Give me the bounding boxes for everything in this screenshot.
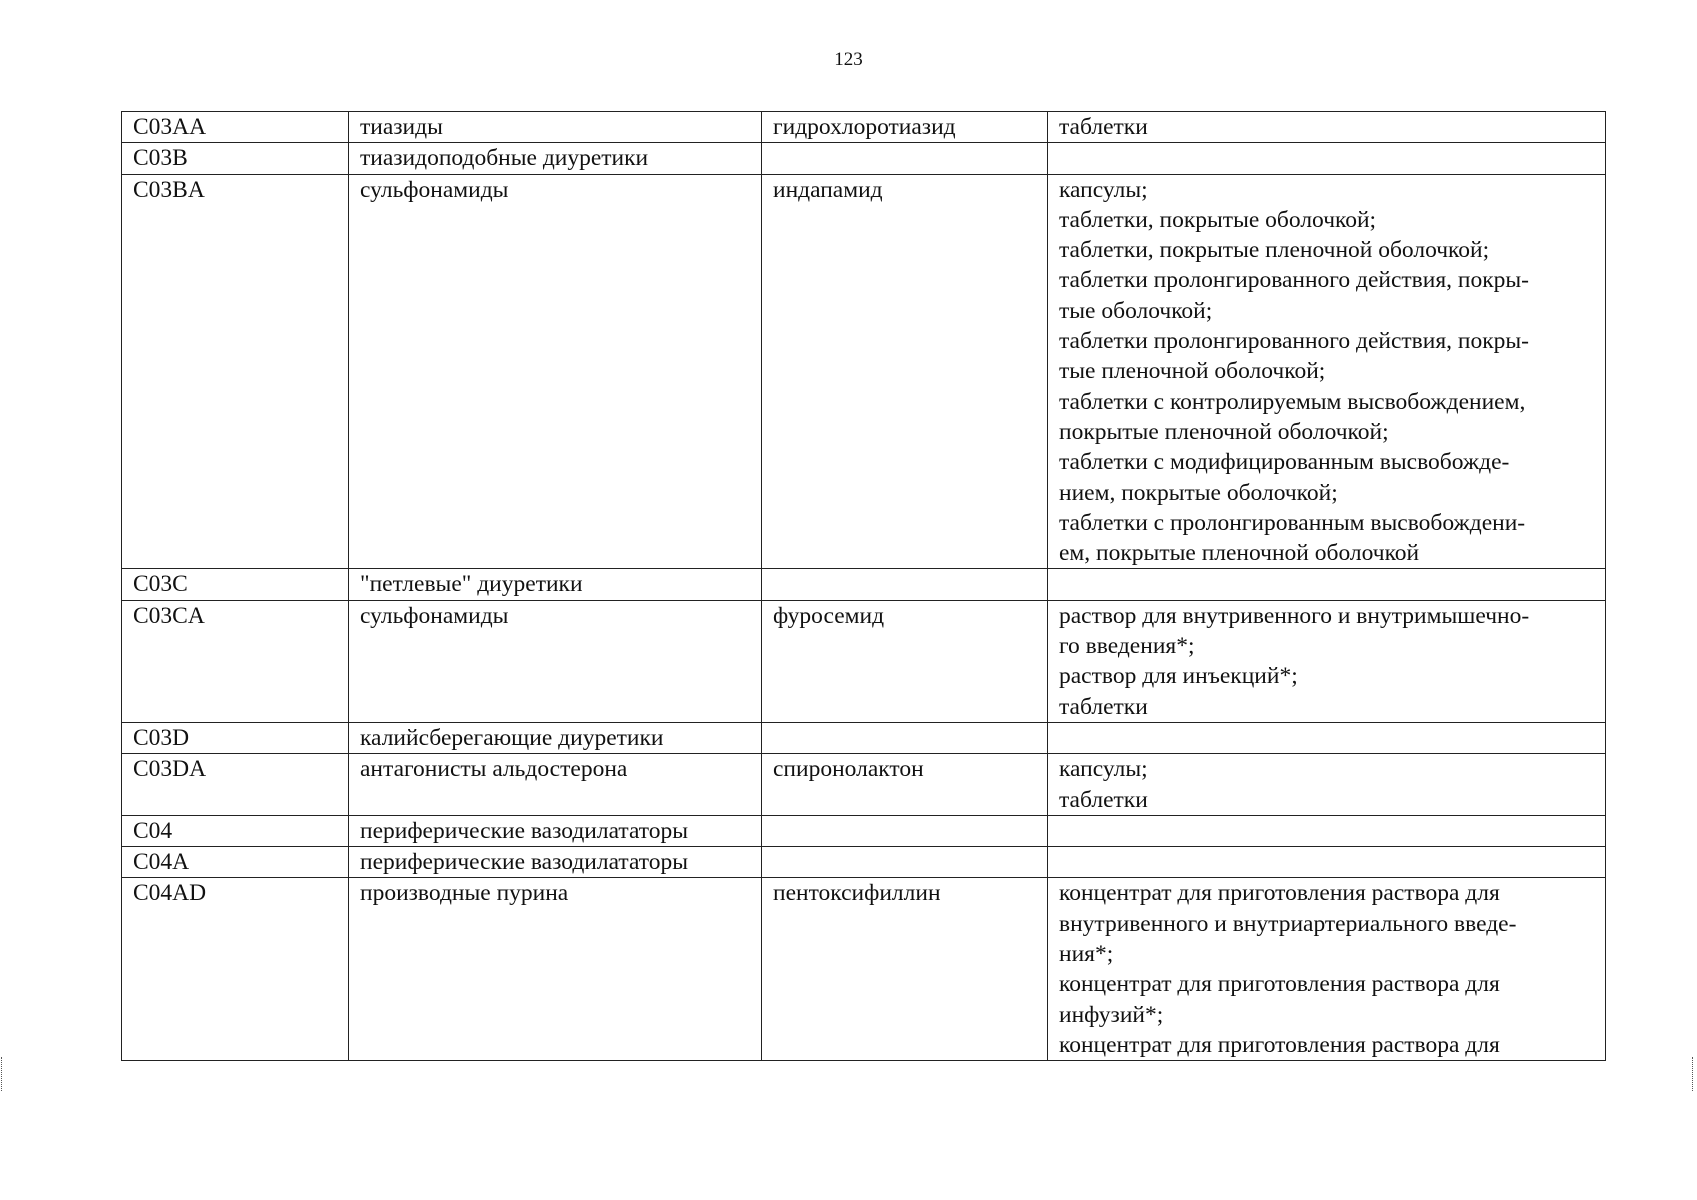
drug-name-cell <box>762 569 1048 600</box>
dosage-form-cell: концентрат для приготовления раствора для внутривенного и внутриартериального введе- ния*; концентрат для приготовления раствора для инфузий*; концентрат для приготовления раствора для <box>1048 878 1606 1061</box>
group-cell: калийсберегающие диуретики <box>349 722 762 753</box>
atc-code-cell: C03AA <box>122 112 349 143</box>
table-row <box>122 174 1606 569</box>
group-cell: "петлевые" диуретики <box>349 569 762 600</box>
table-row <box>122 600 1606 722</box>
group-cell: производные пурина <box>349 878 762 1061</box>
group-cell: сульфонамиды <box>349 600 762 722</box>
dosage-form-cell: раствор для внутривенного и внутримышечно- го введения*; раствор для инъекций*; таблетки <box>1048 600 1606 722</box>
drug-table <box>121 111 1606 1061</box>
right-margin-mark <box>1692 1057 1695 1091</box>
drug-name-cell: индапамид <box>762 174 1048 569</box>
table-row <box>122 847 1606 878</box>
drug-name-cell: фуросемид <box>762 600 1048 722</box>
table-row <box>122 112 1606 143</box>
table-row <box>122 815 1606 846</box>
dosage-form-cell <box>1048 569 1606 600</box>
drug-name-cell <box>762 722 1048 753</box>
drug-name-cell <box>762 847 1048 878</box>
table-row <box>122 878 1606 1061</box>
atc-code-cell: C04 <box>122 815 349 846</box>
atc-code-cell: C03BA <box>122 174 349 569</box>
table-row <box>122 569 1606 600</box>
dosage-form-cell: капсулы; таблетки <box>1048 754 1606 816</box>
atc-code-cell: C04AD <box>122 878 349 1061</box>
drug-name-cell: пентоксифиллин <box>762 878 1048 1061</box>
drug-name-cell: гидрохлоротиазид <box>762 112 1048 143</box>
group-cell: антагонисты альдостерона <box>349 754 762 816</box>
atc-code-cell: C03CA <box>122 600 349 722</box>
table-row <box>122 143 1606 174</box>
atc-code-cell: C03C <box>122 569 349 600</box>
group-cell: сульфонамиды <box>349 174 762 569</box>
drug-name-cell <box>762 815 1048 846</box>
group-cell: периферические вазодилататоры <box>349 815 762 846</box>
dosage-form-cell <box>1048 847 1606 878</box>
left-margin-mark <box>1 1057 4 1091</box>
group-cell: периферические вазодилататоры <box>349 847 762 878</box>
page-number: 123 <box>834 49 863 70</box>
drug-name-cell: спиронолактон <box>762 754 1048 816</box>
group-cell: тиазиды <box>349 112 762 143</box>
atc-code-cell: C04A <box>122 847 349 878</box>
dosage-form-cell: таблетки <box>1048 112 1606 143</box>
table-row <box>122 722 1606 753</box>
dosage-form-cell <box>1048 722 1606 753</box>
table-row <box>122 754 1606 816</box>
dosage-form-cell: капсулы; таблетки, покрытые оболочкой; таблетки, покрытые пленочной оболочкой; таблетки пролонгированного действия, покры- тые оболочкой; таблетки пролонгированного действия, покры- тые пленочной оболочкой; таблетки с контролируемым высвобождением, покрытые пленочной оболочкой; таблетки с модифицированным высвобожде- нием, покрытые оболочкой; таблетки с пролонгированным высвобождени- ем, покрытые пленочной оболочкой <box>1048 174 1606 569</box>
dosage-form-cell <box>1048 815 1606 846</box>
atc-code-cell: C03DA <box>122 754 349 816</box>
atc-code-cell: C03D <box>122 722 349 753</box>
atc-code-cell: C03B <box>122 143 349 174</box>
drug-name-cell <box>762 143 1048 174</box>
group-cell: тиазидоподобные диуретики <box>349 143 762 174</box>
dosage-form-cell <box>1048 143 1606 174</box>
